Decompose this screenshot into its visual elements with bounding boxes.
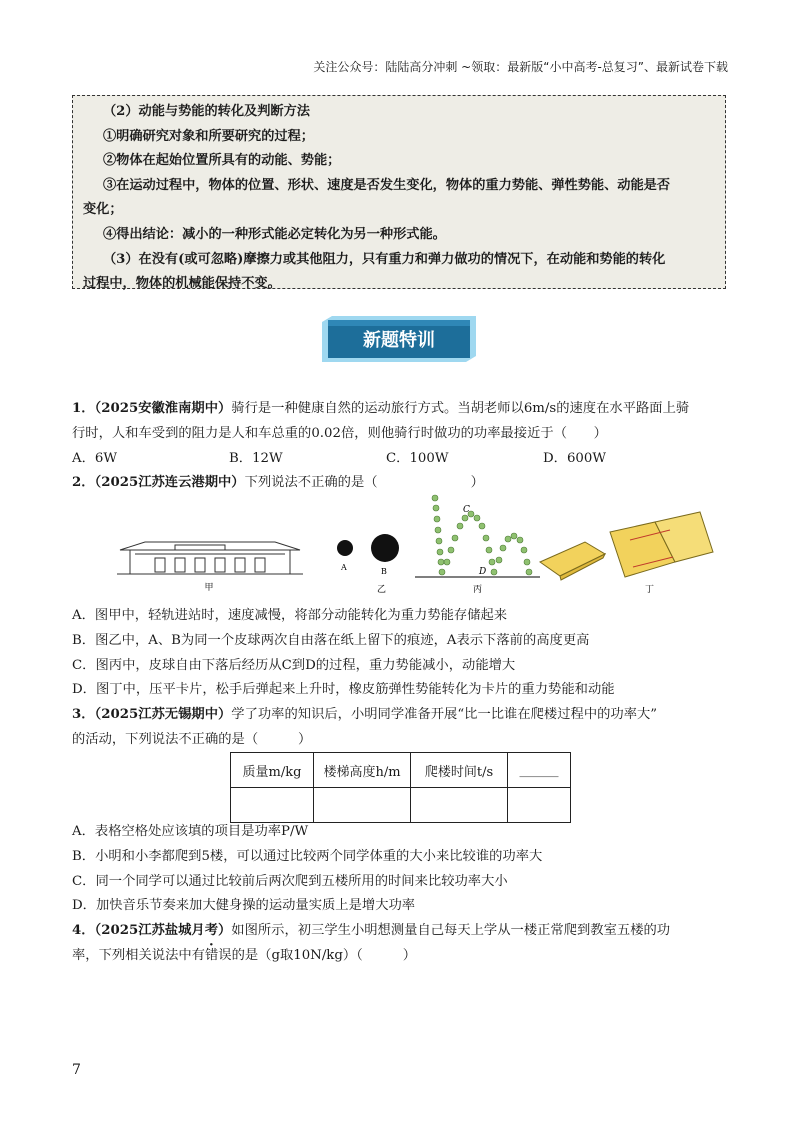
page-number: 7 bbox=[72, 1062, 81, 1078]
q3-source: （2025江苏无锡期中） bbox=[94, 707, 232, 722]
q1-stem-b: 行时，人和车受到的阻力是人和车总重的0.02倍，则他骑行时做功的功率最接近于（ ） bbox=[72, 425, 607, 441]
summary-step-3b: 变化； bbox=[83, 202, 123, 218]
q1-stem-a: 骑行是一种健康自然的运动旅行方式。当胡老师以6m/s的速度在水平路面上骑 bbox=[231, 401, 690, 416]
ball-mark-b bbox=[371, 534, 399, 562]
q3-option-b: B．小明和小李都爬到5楼，可以通过比较两个同学体重的大小来比较谁的功率大 bbox=[72, 848, 543, 864]
question-3 bbox=[72, 703, 732, 753]
page-header: 关注公众号：陆陆高分冲刺 ~领取：最新版“小中高考-总复习”、最新试卷下载 bbox=[313, 60, 728, 74]
q3-stem-b: 的活动，下列说法不正确的是（ ） bbox=[72, 731, 312, 747]
question-1 bbox=[72, 397, 732, 471]
label-c: C bbox=[463, 505, 470, 515]
label-a: A bbox=[341, 563, 347, 572]
q3-table bbox=[230, 752, 571, 823]
summary-point-3a: （3）在没有(或可忽略)摩擦力或其他阻力，只有重力和弹力做功的情况下，在动能和势能的转化 bbox=[103, 251, 666, 267]
label-jia: 甲 bbox=[204, 583, 214, 593]
q3-option-c: C．同一个同学可以通过比较前后两次爬到五楼所用的时间来比较功率大小 bbox=[72, 873, 508, 889]
q1-option-b: B．12W bbox=[229, 450, 283, 466]
q2-option-c: C．图丙中，皮球自由下落后经历从C到D的过程，重力势能减小，动能增大 bbox=[72, 657, 516, 673]
summary-title: （2）动能与势能的转化及判断方法 bbox=[103, 104, 310, 119]
label-b: B bbox=[381, 567, 387, 576]
q3-option-a: A．表格空格处应该填的项目是功率P/W bbox=[72, 824, 309, 839]
table-cell bbox=[508, 788, 571, 823]
q1-source: （2025安徽淮南期中） bbox=[94, 401, 232, 416]
table-header-blank: ______ bbox=[508, 753, 571, 788]
q2-number: 2． bbox=[72, 475, 95, 490]
label-bing: 丙 bbox=[473, 585, 483, 595]
q3-option-d: D．加快音乐节奏来加大健身操的运动量实质上是增大功率 bbox=[72, 898, 416, 914]
bouncing-ball-trail bbox=[432, 495, 532, 575]
q1-number: 1． bbox=[72, 401, 95, 416]
q2-stem: 下列说法不正确的是（ ） bbox=[244, 475, 484, 490]
question-4 bbox=[72, 919, 732, 969]
section-banner bbox=[322, 316, 476, 362]
q4-stem-b1: 率，下列相关说法中有 bbox=[72, 947, 205, 963]
q2-figure bbox=[115, 492, 715, 600]
folded-card-illustration bbox=[540, 512, 713, 580]
q2-options bbox=[72, 604, 732, 703]
q2-option-b: B．图乙中，A、B为同一个皮球两次自由落在纸上留下的痕迹，A表示下落前的高度更高 bbox=[72, 632, 590, 648]
label-yi: 乙 bbox=[377, 585, 387, 595]
label-ding: 丁 bbox=[645, 585, 655, 595]
table-cell bbox=[411, 788, 508, 823]
q3-number: 3． bbox=[72, 707, 95, 722]
ball-mark-a bbox=[337, 540, 353, 556]
q4-stem-a: 如图所示，初三学生小明想测量自己每天上学从一楼正常爬到教室五楼的功 bbox=[231, 923, 671, 938]
table-header-mass: 质量m/kg bbox=[231, 753, 314, 788]
table-header-height: 楼梯高度h/m bbox=[314, 753, 411, 788]
q4-stem-b3: 的是（g取10N/kg）（ ） bbox=[231, 947, 416, 963]
q2-option-d: D．图丁中，压平卡片，松手后弹起来上升时，橡皮筋弹性势能转化为卡片的重力势能和动能 bbox=[72, 682, 615, 698]
summary-step-2: ②物体在起始位置所具有的动能、势能； bbox=[103, 153, 341, 169]
q1-option-a: A．6W bbox=[72, 450, 118, 466]
summary-point-3b: 过程中，物体的机械能保持不变。 bbox=[83, 276, 281, 292]
label-d: D bbox=[479, 567, 487, 577]
summary-step-1: ①明确研究对象和所要研究的过程； bbox=[103, 128, 314, 144]
q1-option-d: D．600W bbox=[543, 450, 607, 466]
q3-stem-a: 学了功率的知识后，小明同学准备开展“比一比谁在爬楼过程中的功率大” bbox=[231, 707, 658, 722]
q4-emphasis-word: 错误 bbox=[204, 947, 232, 963]
q4-number: 4． bbox=[72, 923, 95, 938]
q4-source: （2025江苏盐城月考） bbox=[94, 923, 232, 938]
summary-step-4: ④得出结论：减小的一种形式能必定转化为另一种形式能。 bbox=[103, 226, 446, 242]
table-header-time: 爬楼时间t/s bbox=[411, 753, 508, 788]
table-cell bbox=[314, 788, 411, 823]
banner-label: 新题特训 bbox=[363, 330, 435, 351]
q2-source: （2025江苏连云港期中） bbox=[94, 475, 245, 490]
summary-step-3a: ③在运动过程中，物体的位置、形状、速度是否发生变化，物体的重力势能、弹性势能、动能是否 bbox=[103, 177, 671, 193]
q1-option-c: C．100W bbox=[386, 450, 449, 466]
table-cell bbox=[231, 788, 314, 823]
q3-options bbox=[72, 820, 732, 919]
summary-box bbox=[72, 95, 726, 292]
station-illustration bbox=[117, 542, 303, 574]
q2-option-a: A．图甲中，轻轨进站时，速度减慢，将部分动能转化为重力势能存储起来 bbox=[72, 608, 508, 623]
